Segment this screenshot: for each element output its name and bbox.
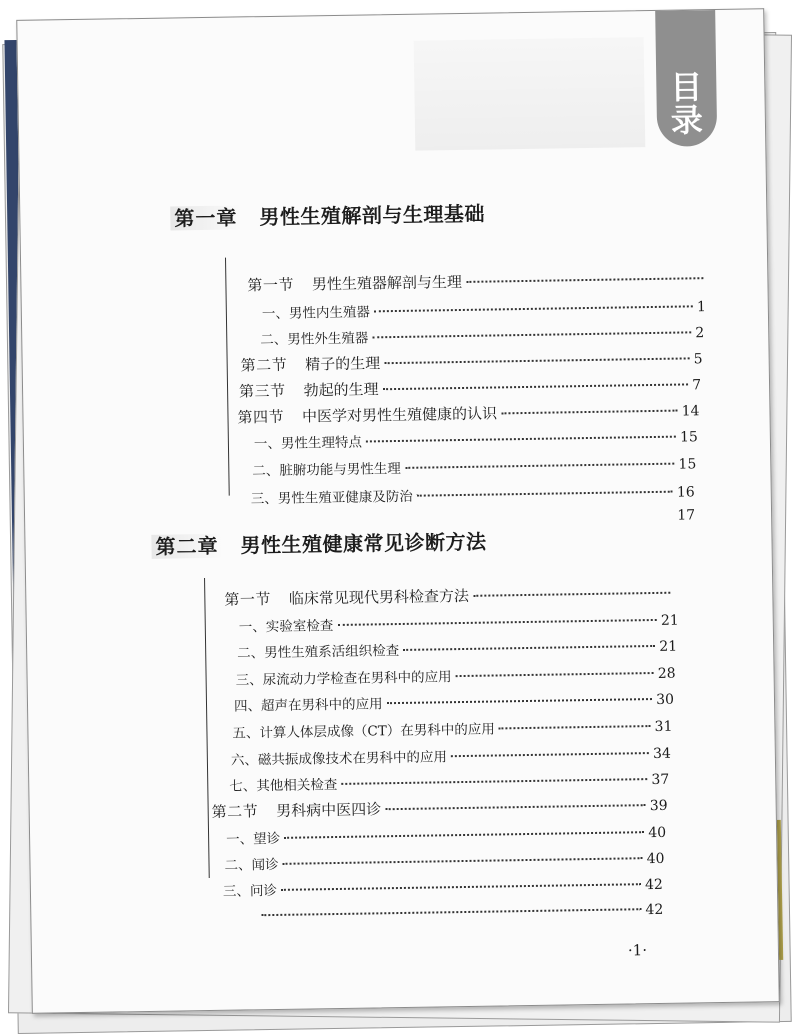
chapter-rule — [225, 258, 230, 496]
chapter-heading — [151, 526, 486, 560]
dot-leader — [384, 342, 690, 364]
dot-leader — [499, 712, 651, 730]
chapter-number: 第一章 — [170, 205, 241, 230]
toc-page — [16, 8, 780, 1014]
section-number: 第三节 — [238, 381, 286, 401]
item-number: 二、 — [260, 331, 288, 349]
page-number: 42 — [644, 876, 664, 894]
dot-leader — [374, 292, 693, 313]
page-number: 28 — [657, 665, 676, 682]
toc-entry[interactable] — [254, 425, 698, 452]
item-number: 四、 — [233, 698, 262, 715]
entry-title: 问诊 — [249, 882, 278, 900]
entry-title: 男性外生殖器 — [287, 330, 369, 348]
chapter-rule — [204, 578, 210, 878]
item-number: 一、 — [226, 831, 254, 848]
toc-entry[interactable] — [232, 715, 672, 742]
dot-leader — [455, 659, 653, 678]
entry-title: 尿流动力学检查在男科中的应用 — [262, 669, 452, 689]
page-number: 30 — [656, 691, 675, 708]
entry-title: 超声在男科中的应用 — [260, 696, 383, 715]
toc-entry[interactable] — [234, 688, 674, 715]
dot-leader — [282, 844, 642, 865]
section-number: 第一节 — [247, 275, 295, 295]
entry-title: 望诊 — [253, 830, 281, 848]
entry-title: 磁共振成像技术在男科中的应用 — [257, 749, 447, 769]
dot-leader — [386, 685, 652, 705]
entry-title: 闻诊 — [251, 856, 279, 874]
item-number: 七、 — [229, 778, 257, 795]
page-number: 17 — [677, 507, 696, 524]
chapter-number: 第二章 — [151, 534, 222, 559]
page-number: 21 — [659, 638, 678, 655]
dot-leader — [366, 422, 676, 442]
page-number: 15 — [678, 456, 697, 473]
entry-title: 男性生殖系活组织检查 — [264, 642, 400, 662]
section-number: 第二节 — [211, 802, 259, 821]
page-number: 16 — [676, 484, 695, 501]
page-number: 31 — [654, 718, 673, 735]
dot-leader — [417, 477, 673, 497]
toc-entry[interactable] — [252, 452, 696, 479]
entry-title: 中医学对男性生殖健康的认识 — [301, 404, 498, 426]
item-number: 二、 — [237, 645, 265, 662]
page-number: 40 — [646, 850, 665, 868]
item-number: 三、 — [222, 883, 251, 900]
header-shading — [414, 37, 646, 151]
dot-leader — [403, 631, 655, 650]
toc-entry[interactable] — [247, 266, 707, 295]
chapter-title: 男性生殖健康常见诊断方法 — [240, 529, 487, 558]
page-number: 37 — [651, 771, 670, 789]
entry-title: 脏腑功能与男性生理 — [279, 460, 401, 479]
dot-leader — [284, 818, 644, 839]
entry-title: 精子的生理 — [305, 354, 381, 374]
section-number: 第二节 — [240, 355, 288, 375]
page-number: 21 — [660, 612, 679, 629]
chapter-title: 男性生殖解剖与生理基础 — [259, 201, 486, 230]
entry-title: 临床常见现代男科检查方法 — [288, 586, 470, 608]
page-number: 34 — [652, 745, 671, 763]
dot-leader — [341, 765, 647, 785]
section-number: 第一节 — [224, 590, 272, 609]
dot-leader — [382, 368, 688, 390]
page-number: 39 — [649, 797, 668, 815]
entry-title: 男性生殖器解剖与生理 — [311, 272, 463, 294]
toc-entry[interactable] — [251, 480, 695, 507]
tab-char: 录 — [670, 101, 704, 141]
entry-title: 男性内生殖器 — [288, 304, 371, 322]
section-number: 第四节 — [237, 407, 285, 427]
toc-trailing-page — [645, 507, 695, 524]
page-number: 40 — [648, 824, 667, 842]
chapter-heading — [170, 198, 485, 232]
entry-title: 勃起的生理 — [303, 380, 379, 400]
dot-leader — [385, 789, 646, 810]
page-number: 42 — [645, 901, 664, 919]
page-number: 1 — [696, 299, 706, 316]
dot-leader — [372, 318, 691, 339]
page-number: 14 — [681, 403, 700, 420]
item-number: 一、 — [261, 305, 290, 323]
entry-title: 男科病中医四诊 — [276, 800, 382, 820]
item-number: 二、 — [252, 462, 280, 480]
entry-title: 实验室检查 — [265, 618, 334, 636]
toc-trailing-page — [257, 897, 663, 924]
item-number: 六、 — [230, 752, 259, 769]
item-number: 三、 — [250, 490, 278, 508]
entry-title: 男性生理特点 — [280, 434, 363, 452]
item-number: 五、 — [232, 725, 260, 742]
dot-leader — [405, 449, 675, 469]
item-number: 二、 — [224, 857, 252, 874]
page-number: 7 — [692, 377, 702, 394]
entry-title: 其他相关检查 — [256, 776, 338, 795]
toc-entry[interactable] — [237, 635, 677, 662]
item-number: 三、 — [235, 672, 263, 689]
page-number: 2 — [695, 325, 705, 342]
item-number: 一、 — [253, 435, 282, 453]
dot-leader — [451, 739, 649, 758]
dot-leader — [466, 262, 704, 283]
dot-leader — [473, 577, 671, 597]
page-number: 5 — [693, 351, 703, 368]
item-number: 一、 — [238, 619, 266, 636]
tab-char: 目 — [670, 67, 703, 107]
dot-leader — [281, 870, 641, 891]
dot-leader — [337, 605, 657, 626]
contents-tab — [655, 10, 717, 147]
page-number: 15 — [679, 429, 699, 446]
entry-title: 男性生殖亚健康及防治 — [277, 488, 413, 507]
entry-title: 计算人体层成像（CT）在男科中的应用 — [259, 721, 495, 742]
dot-leader — [501, 395, 678, 415]
page-number-footer: ·1· — [627, 941, 648, 960]
